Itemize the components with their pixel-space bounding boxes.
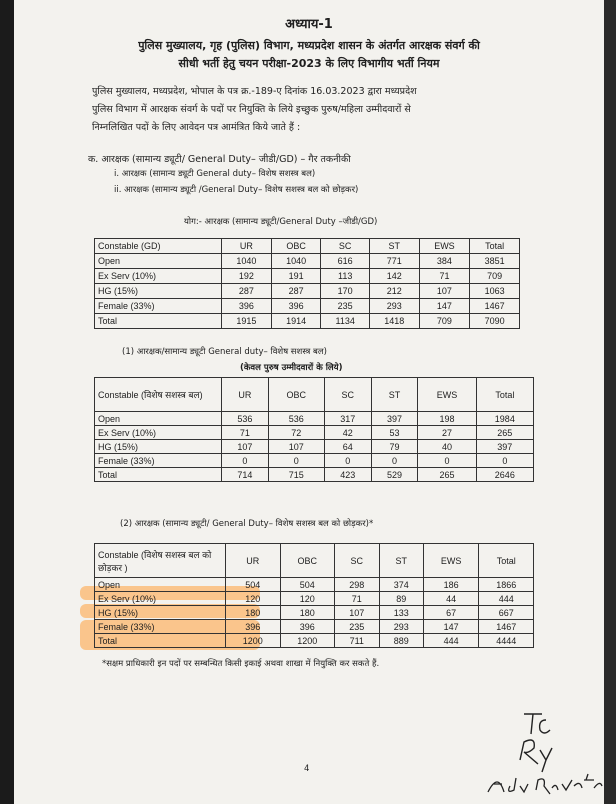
table-row — [95, 269, 520, 284]
subtitle-line-2: सीधी भर्ती हेतु चयन परीक्षा-2023 के लिए विभागीय भर्ती नियम — [178, 57, 440, 70]
table-cell: 384 — [419, 254, 470, 269]
header-cell: SC — [335, 544, 379, 578]
table-cell: 107 — [268, 440, 324, 454]
table-row — [95, 606, 534, 620]
section-k-heading: क. आरक्षक (सामान्य ड्यूटी/ General Duty– जीडी/GD) – गैर तकनीकी — [88, 154, 351, 165]
table-cell: 709 — [419, 314, 470, 329]
table-cell: 27 — [418, 426, 476, 440]
table-cell: 2646 — [476, 468, 533, 482]
row-label-cell: Ex Serv (10%) — [95, 426, 222, 440]
table-cell: 1866 — [479, 578, 534, 592]
table3-caption: (2) आरक्षक (सामान्य ड्यूटी/ General Duty– विशेष सशस्त्र बल को छोड़कर)* — [120, 519, 374, 529]
table-cell: 113 — [321, 269, 369, 284]
row-label-cell: Total — [95, 314, 222, 329]
table-row — [95, 454, 534, 468]
table-row — [95, 620, 534, 634]
table-cell: 142 — [369, 269, 419, 284]
header-cell: OBC — [268, 378, 324, 412]
table-special-armed-force — [94, 377, 534, 482]
table-cell: 7090 — [470, 314, 520, 329]
table-cell: 265 — [476, 426, 533, 440]
table-cell: 107 — [222, 440, 269, 454]
document-page — [14, 0, 604, 804]
header-cell: SC — [321, 239, 369, 254]
subtitle-line-1: पुलिस मुख्यालय, गृह (पुलिस) विभाग, मध्यप्रदेश शासन के अंतर्गत आरक्षक संवर्ग की — [138, 39, 480, 52]
row-label-cell: Open — [95, 254, 222, 269]
table-cell: 192 — [222, 269, 272, 284]
handwritten-signature — [484, 690, 604, 802]
header-cell: Total — [476, 378, 533, 412]
table-cell: 293 — [369, 299, 419, 314]
table-cell: 397 — [476, 440, 533, 454]
header-cell: EWS — [418, 378, 476, 412]
table2-caption: (1) आरक्षक/सामान्य ड्यूटी General duty– विशेष सशस्त्र बल) — [122, 347, 327, 357]
table-cell: 44 — [423, 592, 479, 606]
table-cell: 0 — [268, 454, 324, 468]
header-cell: EWS — [419, 239, 470, 254]
intro-line-2: पुलिस विभाग में आरक्षक संवर्ग के पदों पर नियुक्ति के लिये इच्छुक पुरुष/महिला उम्मीदवारों से — [92, 104, 411, 115]
table2-caption-2: (केवल पुरुष उम्मीदवारों के लिये) — [240, 363, 343, 373]
table-cell: 1984 — [476, 412, 533, 426]
page-number: 4 — [304, 764, 310, 774]
table-cell: 714 — [222, 468, 269, 482]
table-cell: 1200 — [226, 634, 281, 648]
table-cell: 235 — [321, 299, 369, 314]
table-cell: 0 — [418, 454, 476, 468]
table-cell: 1134 — [321, 314, 369, 329]
table-cell: 107 — [419, 284, 470, 299]
table-cell: 293 — [379, 620, 423, 634]
table-cell: 0 — [324, 454, 371, 468]
table-cell: 396 — [271, 299, 321, 314]
header-cell: UR — [222, 239, 272, 254]
row-label-cell: HG (15%) — [95, 284, 222, 299]
table-cell: 120 — [280, 592, 335, 606]
table-gd-total — [94, 238, 520, 329]
table-cell: 71 — [335, 592, 379, 606]
table-cell: 42 — [324, 426, 371, 440]
table-cell: 4444 — [479, 634, 534, 648]
intro-line-3: निम्नलिखित पदों के लिए आवेदन पत्र आमंत्रित किये जाते हैं : — [92, 122, 301, 133]
table-cell: 536 — [222, 412, 269, 426]
table-header-row — [95, 544, 534, 578]
header-cell: ST — [371, 378, 418, 412]
table-cell: 120 — [226, 592, 281, 606]
table-row — [95, 592, 534, 606]
header-cell: Total — [479, 544, 534, 578]
row-label-cell: Female (33%) — [95, 620, 226, 634]
table-cell: 191 — [271, 269, 321, 284]
table-cell: 711 — [335, 634, 379, 648]
row-label-cell: HG (15%) — [95, 440, 222, 454]
table-cell: 317 — [324, 412, 371, 426]
table-cell: 180 — [280, 606, 335, 620]
table-row — [95, 634, 534, 648]
table-cell: 0 — [476, 454, 533, 468]
table-cell: 170 — [321, 284, 369, 299]
table-cell: 1040 — [222, 254, 272, 269]
table-cell: 396 — [226, 620, 281, 634]
row-label-cell: Female (33%) — [95, 299, 222, 314]
table-cell: 771 — [369, 254, 419, 269]
table-cell: 1063 — [470, 284, 520, 299]
table-cell: 298 — [335, 578, 379, 592]
table-row — [95, 578, 534, 592]
table-row — [95, 299, 520, 314]
table-cell: 504 — [280, 578, 335, 592]
header-cell: OBC — [280, 544, 335, 578]
table-cell: 53 — [371, 426, 418, 440]
table-cell: 667 — [479, 606, 534, 620]
table-cell: 287 — [222, 284, 272, 299]
table-cell: 1040 — [271, 254, 321, 269]
table-cell: 1200 — [280, 634, 335, 648]
row-label-cell: HG (15%) — [95, 606, 226, 620]
table-cell: 147 — [419, 299, 470, 314]
row-label-cell: Open — [95, 578, 226, 592]
scan-edge — [604, 0, 616, 804]
table-cell: 374 — [379, 578, 423, 592]
table-excluding-special-armed-force — [94, 543, 534, 648]
table-cell: 40 — [418, 440, 476, 454]
table-cell: 72 — [268, 426, 324, 440]
table-row — [95, 440, 534, 454]
table-cell: 265 — [418, 468, 476, 482]
row-label-cell: Open — [95, 412, 222, 426]
section-k-item-1: i. आरक्षक (सामान्य ड्यूटी General duty– विशेष सशस्त्र बल) — [114, 169, 316, 179]
table-cell: 1418 — [369, 314, 419, 329]
header-cell: SC — [324, 378, 371, 412]
chapter-title: अध्याय-1 — [285, 17, 333, 32]
header-cell: UR — [222, 378, 269, 412]
table-cell: 235 — [335, 620, 379, 634]
header-cell: OBC — [271, 239, 321, 254]
table-cell: 1467 — [479, 620, 534, 634]
header-label-cell: Constable (GD) — [95, 239, 222, 254]
table-cell: 396 — [280, 620, 335, 634]
table-cell: 444 — [423, 634, 479, 648]
table-cell: 180 — [226, 606, 281, 620]
section-k-item-2: ii. आरक्षक (सामान्य ड्यूटी /General Duty– विशेष सशस्त्र बल को छोड़कर) — [114, 185, 359, 195]
table-cell: 198 — [418, 412, 476, 426]
row-label-cell: Ex Serv (10%) — [95, 269, 222, 284]
table-cell: 212 — [369, 284, 419, 299]
table1-caption: योग:- आरक्षक (सामान्य ड्यूटी/General Duty –जीडी/GD) — [184, 217, 378, 227]
table-cell: 1915 — [222, 314, 272, 329]
header-label-cell: Constable (विशेष सशस्त्र बल) — [95, 378, 222, 412]
table-cell: 715 — [268, 468, 324, 482]
table-cell: 3851 — [470, 254, 520, 269]
header-cell: ST — [369, 239, 419, 254]
table-cell: 1914 — [271, 314, 321, 329]
table-cell: 444 — [479, 592, 534, 606]
row-label-cell: Ex Serv (10%) — [95, 592, 226, 606]
table-cell: 889 — [379, 634, 423, 648]
table-cell: 147 — [423, 620, 479, 634]
table-cell: 423 — [324, 468, 371, 482]
table-row — [95, 412, 534, 426]
table-row — [95, 284, 520, 299]
table-cell: 107 — [335, 606, 379, 620]
footnote: *सक्षम प्राधिकारी इन पदों पर सम्बन्धित किसी इकाई अथवा शाखा में नियुक्ति कर सकते हैं. — [102, 659, 380, 669]
row-label-cell: Total — [95, 634, 226, 648]
table-cell: 71 — [419, 269, 470, 284]
intro-line-1: पुलिस मुख्यालय, मध्यप्रदेश, भोपाल के पत्र क्र.-189-ए दिनांक 16.03.2023 द्वारा मध्यप्रदेश — [92, 86, 417, 97]
header-cell: EWS — [423, 544, 479, 578]
table-cell: 709 — [470, 269, 520, 284]
table-cell: 1467 — [470, 299, 520, 314]
table-row — [95, 254, 520, 269]
table-row — [95, 426, 534, 440]
table-cell: 67 — [423, 606, 479, 620]
table-header-row — [95, 378, 534, 412]
row-label-cell: Total — [95, 468, 222, 482]
table-cell: 616 — [321, 254, 369, 269]
header-label-cell: Constable (विशेष सशस्त्र बल को छोड़कर ) — [95, 544, 226, 578]
table-cell: 504 — [226, 578, 281, 592]
table-cell: 89 — [379, 592, 423, 606]
header-cell: Total — [470, 239, 520, 254]
table-cell: 396 — [222, 299, 272, 314]
header-cell: UR — [226, 544, 281, 578]
table-row — [95, 468, 534, 482]
table-cell: 64 — [324, 440, 371, 454]
table-cell: 287 — [271, 284, 321, 299]
table-cell: 133 — [379, 606, 423, 620]
table-cell: 0 — [222, 454, 269, 468]
table-row — [95, 314, 520, 329]
table-cell: 186 — [423, 578, 479, 592]
table-cell: 536 — [268, 412, 324, 426]
table-cell: 79 — [371, 440, 418, 454]
table-cell: 71 — [222, 426, 269, 440]
header-cell: ST — [379, 544, 423, 578]
table-cell: 0 — [371, 454, 418, 468]
table-header-row — [95, 239, 520, 254]
table-cell: 529 — [371, 468, 418, 482]
row-label-cell: Female (33%) — [95, 454, 222, 468]
table-cell: 397 — [371, 412, 418, 426]
